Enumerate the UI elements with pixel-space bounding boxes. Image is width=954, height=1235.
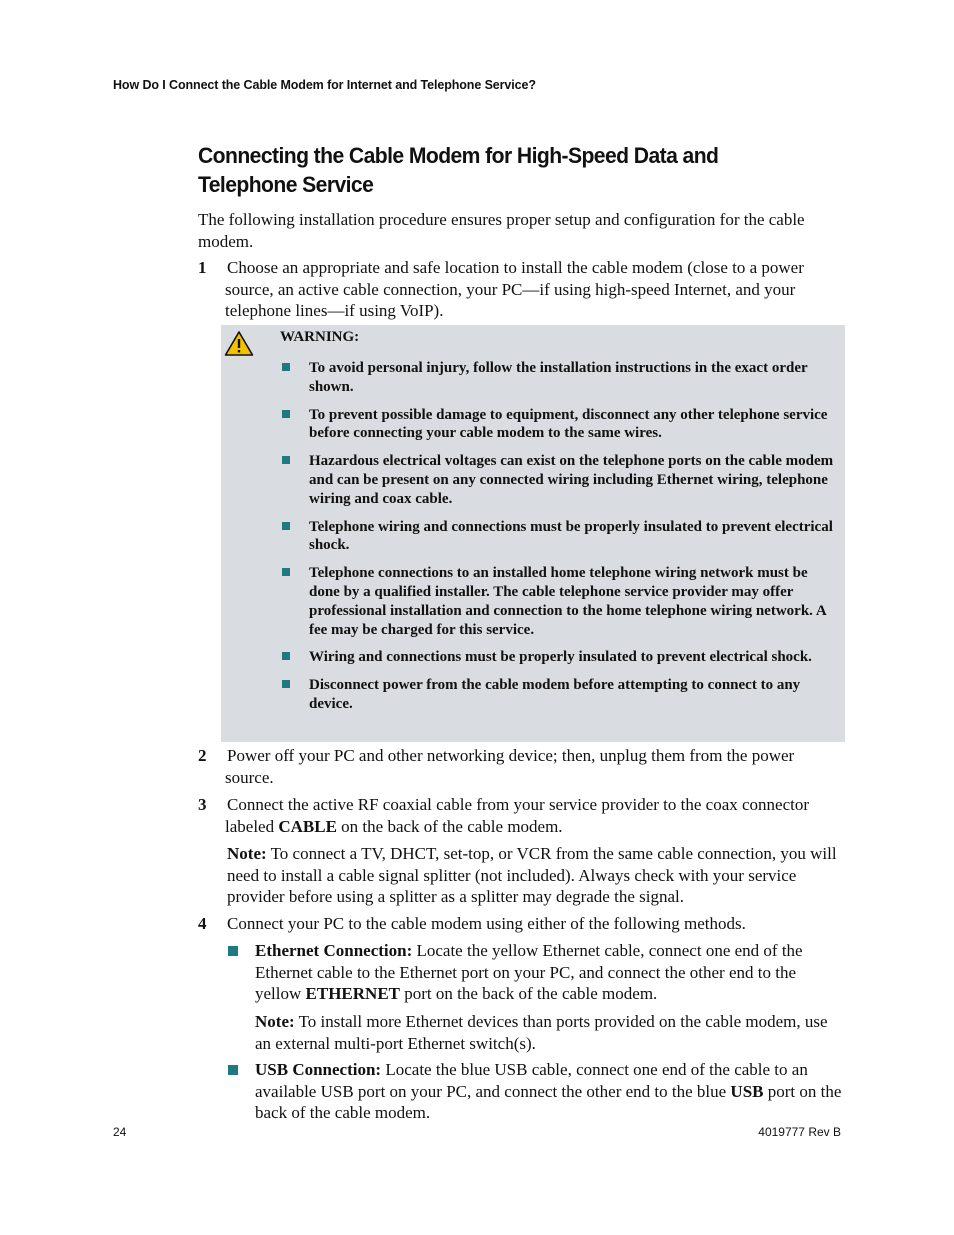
running-header: How Do I Connect the Cable Modem for Internet and Telephone Service? [113,78,536,92]
step-3-note: Note: To connect a TV, DHCT, set-top, or VCR from the same cable connection, you will need to install a cable signal splitter (not included). Always check with your service provider before using a splitter as a splitter may degrade the signal. [227,844,837,906]
step-number: 3 [198,795,207,814]
square-bullet-icon [282,522,290,530]
square-bullet-icon [228,946,238,956]
step-text: Connect the active RF coaxial cable from your service provider to the coax connector labeled CABLE on the back of the cable modem. [225,795,810,836]
warning-item-text: Hazardous electrical voltages can exist on the telephone ports on the cable modem and can be present on any connected wiring including Ethernet wiring, telephone wiring and coax cable. [309,453,834,507]
square-bullet-icon [282,410,290,418]
warning-item-text: To avoid personal injury, follow the installation instructions in the exact order shown. [309,360,808,395]
section-title: Connecting the Cable Modem for High-Speed Data and Telephone Service [198,143,719,197]
warning-item-text: To prevent possible damage to equipment, disconnect any other telephone service before connecting your cable modem to the same wires. [309,406,828,442]
step-text: Choose an appropriate and safe location to install the cable modem (close to a power source, an active cable connection, your PC—if using high-speed Internet, and your telephone lines—if using VoIP). [225,258,804,320]
warning-item [280,359,842,397]
ethernet-port-label: ETHERNET [305,984,401,1003]
warning-item [280,648,842,667]
warning-item-text: Disconnect power from the cable modem before attempting to connect to any device. [309,677,801,712]
document-id: 4019777 Rev B [758,1125,841,1139]
usb-connection-text: USB Connection: Locate the blue USB cable, connect one end of the cable to an available USB port on your PC, and connect the other end to the blue USB port on the back of the cable modem. [255,1060,842,1122]
warning-list [280,359,842,723]
ethernet-connection-text: Ethernet Connection: Locate the yellow Ethernet cable, connect one end of the Ethernet cable to the Ethernet port on your PC, and connect the other end to the yellow ETHERNET port on the back of the cable modem. [255,941,803,1003]
note-label: Note: [227,844,267,863]
usb-connection-item [227,1059,845,1124]
step-text: Connect your PC to the cable modem using either of the following methods. [227,914,746,933]
step-number: 1 [198,258,207,277]
warning-item [280,676,842,714]
step-number: 2 [198,746,207,765]
ethernet-connection-item [227,940,845,1005]
ethernet-note: Note: To install more Ethernet devices than ports provided on the cable modem, use an external multi-port Ethernet switch(s). [255,1012,828,1053]
step-1 [198,257,846,322]
step-2 [198,745,846,788]
warning-item [280,564,842,639]
square-bullet-icon [282,363,290,371]
step-number: 4 [198,914,207,933]
cable-connector-label: CABLE [278,816,337,836]
square-bullet-icon [282,456,290,464]
page-number: 24 [113,1125,127,1139]
warning-triangle-icon [224,330,254,357]
warning-item [280,518,842,556]
square-bullet-icon [282,680,290,688]
warning-item-text: Telephone wiring and connections must be properly insulated to prevent electrical shock. [309,518,833,554]
square-bullet-icon [228,1065,238,1075]
step-3 [198,794,846,837]
step-4 [198,913,846,935]
intro-paragraph: The following installation procedure ensures proper setup and configuration for the cable modem. [198,210,805,251]
square-bullet-icon [282,568,290,576]
warning-item [280,452,842,508]
warning-item [280,406,842,444]
warning-item-text: Wiring and connections must be properly insulated to prevent electrical shock. [309,649,812,666]
warning-title: WARNING: [280,329,360,345]
square-bullet-icon [282,652,290,660]
warning-box [221,325,845,742]
warning-item-text: Telephone connections to an installed home telephone wiring network must be done by a qualified installer. The cable telephone service provider may offer professional installation and connection to the home telephone wiring network. A fee may be charged for this service. [309,565,826,638]
note-label: Note: [255,1012,295,1031]
step-text: Power off your PC and other networking device; then, unplug them from the power source. [225,746,795,787]
usb-port-label: USB [730,1081,764,1101]
